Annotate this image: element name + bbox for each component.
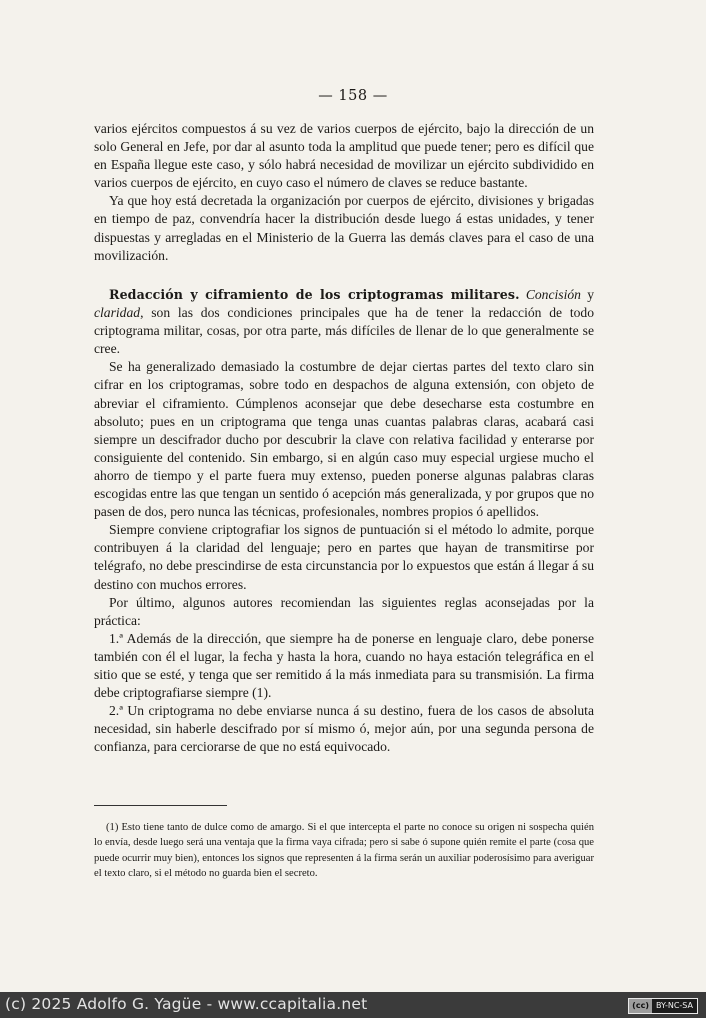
conjunction: y xyxy=(580,287,594,302)
footnote: (1) Esto tiene tanto de dulce como de amargo. Si el que intercepta el parte no conoce su origen ni sospecha quién lo envía, desde luego será una ventaja que la firma vaya cifrada; pero si sabe ó supone quién remite el parte (cosa que puede ocurrir muy bien), entonces los signos que representen á la firma serán un auxiliar poderosísimo para averiguar el texto claro, si el método no guarda bien el secreto. xyxy=(94,822,594,880)
paragraph: Se ha generalizado demasiado la costumbre de dejar ciertas partes del texto claro sin cifrar en los criptogramas, sobre todo en despachos de alguna extensión, con objeto de abreviar el ciframiento. Cúmplenos aconsejar que debe desecharse esta costumbre en absoluto; pues en un criptograma que tenga unas cuantas palabras claras, acabará casi siempre un descifrador ducho por descubrir la clave con relativa facilidad y enterarse por consiguiente del contenido. Sin embargo, si en algún caso muy especial urgiese mucho el ahorro de tiempo y el parte fuera muy extenso, pueden ponerse algunas palabras claras escogidas entre las que tengan un sentido ó acepción más generalizada, y por grupos que no pasen de dos, pero nunca las técnicas, profesionales, nombres propios ó apellidos. xyxy=(94,359,594,520)
section-redaccion xyxy=(94,286,594,756)
cc-logo-icon: (cc) xyxy=(629,999,652,1013)
section-intro-paragraph xyxy=(94,286,594,358)
body-text-top xyxy=(94,120,594,265)
page-number: — 158 — xyxy=(318,88,388,104)
paragraph: varios ejércitos compuestos á su vez de varios cuerpos de ejército, bajo la dirección de un solo General en Jefe, por dar al asunto toda la amplitud que puede tener; pero es difícil que en España llegue este caso, y sólo habrá necesidad de movilizar un ejército subdividido en varios cuerpos de ejército, en cuyo caso el número de claves se reduce bastante. xyxy=(94,121,594,191)
paragraph-text: , son las dos condiciones principales que ha de tener la redacción de todo criptograma militar, cosas, por otra parte, más difíciles de llenar de lo que generalmente se cree. xyxy=(94,305,594,357)
cc-license-badge xyxy=(628,998,698,1014)
rule-2: 2.ª Un criptograma no debe enviarse nunca á su destino, fuera de los casos de absoluta necesidad, sin haberle descifrado por sí mismo ó, mejor aún, por una segunda persona de confianza, para cerciorarse de que no está equivocado. xyxy=(94,703,594,755)
section-heading: Redacción y ciframiento de los criptogramas militares. xyxy=(109,287,520,302)
italic-term: Concisión xyxy=(525,287,581,302)
paragraph: Ya que hoy está decretada la organización por cuerpos de ejército, divisiones y brigadas en tiempo de paz, convendría hacer la distribución desde luego á estas unidades, y tener dispuestas y arregladas en el Ministerio de la Guerra las demás claves para el caso de una movilización. xyxy=(94,193,594,263)
rule-1: 1.ª Además de la dirección, que siempre ha de ponerse en lenguaje claro, debe ponerse también con él el lugar, la fecha y hasta la hora, cuando no haya estación telegráfica en el sitio que se esté, y tenga que ser remitido á la más inmediata para su transmisión. La firma debe criptografiarse siempre (1). xyxy=(94,630,594,701)
watermark-bar xyxy=(0,992,706,1018)
paragraph: Siempre conviene criptografiar los signos de puntuación si el método lo admite, porque contribuyen á la claridad del lenguaje; pero en partes que hayan de transmitirse por telégrafo, no debe prescindirse de esta circunstancia por lo expuestos que están á llegar á su destino con muchos errores. xyxy=(94,522,594,592)
cc-license-terms: BY-NC-SA xyxy=(655,1001,693,1010)
footnote-divider xyxy=(94,805,227,806)
italic-term: claridad xyxy=(94,305,141,321)
paragraph: Por último, algunos autores recomiendan las siguientes reglas aconsejadas por la práctica: xyxy=(94,594,594,628)
copyright-text: (c) 2025 Adolfo G. Yagüe - www.ccapitalia.net xyxy=(5,995,368,1013)
